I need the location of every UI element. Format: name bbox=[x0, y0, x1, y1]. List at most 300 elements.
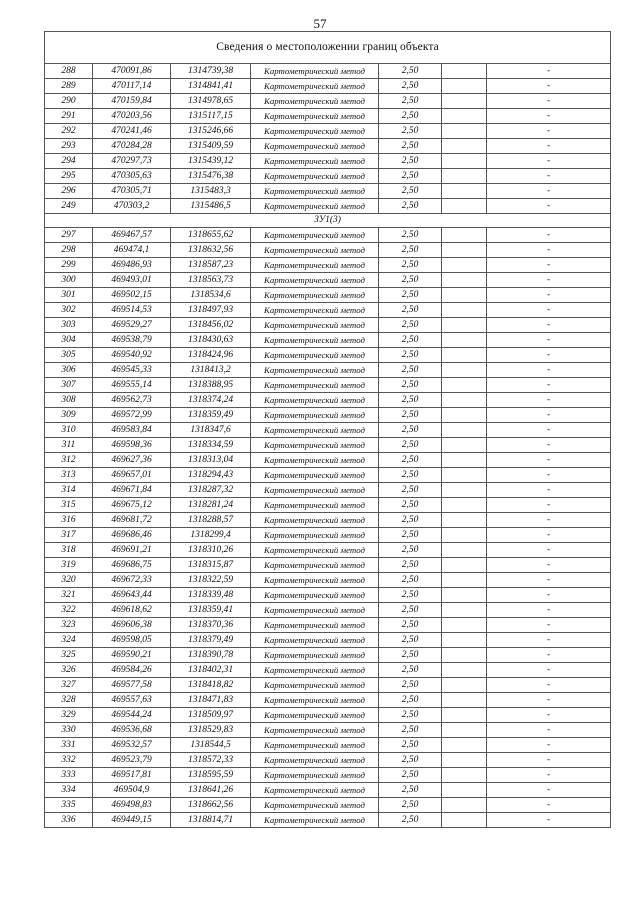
description-cell: - bbox=[487, 378, 611, 393]
table-row bbox=[45, 633, 611, 648]
table-row bbox=[45, 124, 611, 139]
description-cell: - bbox=[487, 558, 611, 573]
table-row bbox=[45, 513, 611, 528]
accuracy-cell: 2,50 bbox=[379, 64, 442, 79]
description-cell: - bbox=[487, 423, 611, 438]
table-row bbox=[45, 184, 611, 199]
y-coordinate-cell: 1318534,6 bbox=[171, 288, 251, 303]
extra-cell bbox=[442, 423, 487, 438]
accuracy-cell: 2,50 bbox=[379, 124, 442, 139]
y-coordinate-cell: 1318544,5 bbox=[171, 738, 251, 753]
y-coordinate-cell: 1318359,41 bbox=[171, 603, 251, 618]
point-number-cell: 307 bbox=[45, 378, 93, 393]
method-cell: Картометрический метод bbox=[251, 79, 379, 94]
x-coordinate-cell: 469449,15 bbox=[93, 813, 171, 828]
method-cell: Картометрический метод bbox=[251, 184, 379, 199]
accuracy-cell: 2,50 bbox=[379, 94, 442, 109]
point-number-cell: 333 bbox=[45, 768, 93, 783]
table-row bbox=[45, 768, 611, 783]
accuracy-cell: 2,50 bbox=[379, 303, 442, 318]
point-number-cell: 320 bbox=[45, 573, 93, 588]
description-cell: - bbox=[487, 169, 611, 184]
table-row bbox=[45, 169, 611, 184]
method-cell: Картометрический метод bbox=[251, 648, 379, 663]
description-cell: - bbox=[487, 543, 611, 558]
description-cell: - bbox=[487, 199, 611, 214]
accuracy-cell: 2,50 bbox=[379, 79, 442, 94]
point-number-cell: 336 bbox=[45, 813, 93, 828]
x-coordinate-cell: 469584,26 bbox=[93, 663, 171, 678]
y-coordinate-cell: 1315476,38 bbox=[171, 169, 251, 184]
y-coordinate-cell: 1318509,97 bbox=[171, 708, 251, 723]
description-cell: - bbox=[487, 79, 611, 94]
table-row bbox=[45, 738, 611, 753]
x-coordinate-cell: 469572,99 bbox=[93, 408, 171, 423]
accuracy-cell: 2,50 bbox=[379, 154, 442, 169]
x-coordinate-cell: 469598,05 bbox=[93, 633, 171, 648]
y-coordinate-cell: 1318294,43 bbox=[171, 468, 251, 483]
table-row bbox=[45, 468, 611, 483]
table-row bbox=[45, 288, 611, 303]
table-title-row bbox=[45, 32, 611, 64]
table-row bbox=[45, 573, 611, 588]
accuracy-cell: 2,50 bbox=[379, 813, 442, 828]
extra-cell bbox=[442, 738, 487, 753]
y-coordinate-cell: 1318359,49 bbox=[171, 408, 251, 423]
accuracy-cell: 2,50 bbox=[379, 423, 442, 438]
boundary-table bbox=[44, 31, 611, 828]
method-cell: Картометрический метод bbox=[251, 708, 379, 723]
accuracy-cell: 2,50 bbox=[379, 663, 442, 678]
y-coordinate-cell: 1318370,36 bbox=[171, 618, 251, 633]
y-coordinate-cell: 1318334,59 bbox=[171, 438, 251, 453]
accuracy-cell: 2,50 bbox=[379, 768, 442, 783]
x-coordinate-cell: 470297,73 bbox=[93, 154, 171, 169]
point-number-cell: 321 bbox=[45, 588, 93, 603]
point-number-cell: 304 bbox=[45, 333, 93, 348]
method-cell: Картометрический метод bbox=[251, 94, 379, 109]
method-cell: Картометрический метод bbox=[251, 633, 379, 648]
extra-cell bbox=[442, 543, 487, 558]
table-row bbox=[45, 693, 611, 708]
description-cell: - bbox=[487, 393, 611, 408]
table-row bbox=[45, 423, 611, 438]
description-cell: - bbox=[487, 693, 611, 708]
point-number-cell: 328 bbox=[45, 693, 93, 708]
accuracy-cell: 2,50 bbox=[379, 333, 442, 348]
x-coordinate-cell: 470091,86 bbox=[93, 64, 171, 79]
description-cell: - bbox=[487, 798, 611, 813]
extra-cell bbox=[442, 693, 487, 708]
table-row bbox=[45, 708, 611, 723]
x-coordinate-cell: 469536,68 bbox=[93, 723, 171, 738]
x-coordinate-cell: 469545,33 bbox=[93, 363, 171, 378]
accuracy-cell: 2,50 bbox=[379, 318, 442, 333]
description-cell: - bbox=[487, 318, 611, 333]
point-number-cell: 309 bbox=[45, 408, 93, 423]
y-coordinate-cell: 1315409,59 bbox=[171, 139, 251, 154]
description-cell: - bbox=[487, 708, 611, 723]
table-row bbox=[45, 678, 611, 693]
description-cell: - bbox=[487, 663, 611, 678]
description-cell: - bbox=[487, 94, 611, 109]
table-row bbox=[45, 603, 611, 618]
extra-cell bbox=[442, 154, 487, 169]
extra-cell bbox=[442, 528, 487, 543]
extra-cell bbox=[442, 124, 487, 139]
extra-cell bbox=[442, 393, 487, 408]
y-coordinate-cell: 1318595,59 bbox=[171, 768, 251, 783]
description-cell: - bbox=[487, 633, 611, 648]
table-row bbox=[45, 64, 611, 79]
y-coordinate-cell: 1318418,82 bbox=[171, 678, 251, 693]
y-coordinate-cell: 1318322,59 bbox=[171, 573, 251, 588]
method-cell: Картометрический метод bbox=[251, 753, 379, 768]
point-number-cell: 249 bbox=[45, 199, 93, 214]
table-row bbox=[45, 273, 611, 288]
method-cell: Картометрический метод bbox=[251, 408, 379, 423]
method-cell: Картометрический метод bbox=[251, 169, 379, 184]
accuracy-cell: 2,50 bbox=[379, 378, 442, 393]
extra-cell bbox=[442, 783, 487, 798]
table-row bbox=[45, 483, 611, 498]
description-cell: - bbox=[487, 303, 611, 318]
extra-cell bbox=[442, 199, 487, 214]
y-coordinate-cell: 1318424,96 bbox=[171, 348, 251, 363]
extra-cell bbox=[442, 79, 487, 94]
extra-cell bbox=[442, 258, 487, 273]
method-cell: Картометрический метод bbox=[251, 273, 379, 288]
extra-cell bbox=[442, 483, 487, 498]
x-coordinate-cell: 469474,1 bbox=[93, 243, 171, 258]
description-cell: - bbox=[487, 438, 611, 453]
table-row bbox=[45, 139, 611, 154]
description-cell: - bbox=[487, 64, 611, 79]
table-row bbox=[45, 618, 611, 633]
accuracy-cell: 2,50 bbox=[379, 408, 442, 423]
y-coordinate-cell: 1318471,83 bbox=[171, 693, 251, 708]
extra-cell bbox=[442, 228, 487, 243]
method-cell: Картометрический метод bbox=[251, 468, 379, 483]
extra-cell bbox=[442, 513, 487, 528]
x-coordinate-cell: 469467,57 bbox=[93, 228, 171, 243]
table-row bbox=[45, 333, 611, 348]
x-coordinate-cell: 469657,01 bbox=[93, 468, 171, 483]
method-cell: Картометрический метод bbox=[251, 483, 379, 498]
description-cell: - bbox=[487, 258, 611, 273]
y-coordinate-cell: 1318310,26 bbox=[171, 543, 251, 558]
extra-cell bbox=[442, 348, 487, 363]
accuracy-cell: 2,50 bbox=[379, 783, 442, 798]
description-cell: - bbox=[487, 154, 611, 169]
extra-cell bbox=[442, 333, 487, 348]
point-number-cell: 311 bbox=[45, 438, 93, 453]
table-row bbox=[45, 783, 611, 798]
point-number-cell: 329 bbox=[45, 708, 93, 723]
table-row bbox=[45, 528, 611, 543]
method-cell: Картометрический метод bbox=[251, 199, 379, 214]
table-row bbox=[45, 243, 611, 258]
description-cell: - bbox=[487, 228, 611, 243]
x-coordinate-cell: 470284,28 bbox=[93, 139, 171, 154]
x-coordinate-cell: 469529,27 bbox=[93, 318, 171, 333]
x-coordinate-cell: 469517,81 bbox=[93, 768, 171, 783]
point-number-cell: 315 bbox=[45, 498, 93, 513]
extra-cell bbox=[442, 243, 487, 258]
description-cell: - bbox=[487, 603, 611, 618]
description-cell: - bbox=[487, 348, 611, 363]
point-number-cell: 290 bbox=[45, 94, 93, 109]
x-coordinate-cell: 469627,36 bbox=[93, 453, 171, 468]
method-cell: Картометрический метод bbox=[251, 573, 379, 588]
y-coordinate-cell: 1318632,56 bbox=[171, 243, 251, 258]
accuracy-cell: 2,50 bbox=[379, 708, 442, 723]
table-row bbox=[45, 663, 611, 678]
accuracy-cell: 2,50 bbox=[379, 468, 442, 483]
accuracy-cell: 2,50 bbox=[379, 753, 442, 768]
point-number-cell: 312 bbox=[45, 453, 93, 468]
y-coordinate-cell: 1314739,38 bbox=[171, 64, 251, 79]
point-number-cell: 314 bbox=[45, 483, 93, 498]
table-row bbox=[45, 79, 611, 94]
extra-cell bbox=[442, 648, 487, 663]
x-coordinate-cell: 469618,62 bbox=[93, 603, 171, 618]
description-cell: - bbox=[487, 738, 611, 753]
accuracy-cell: 2,50 bbox=[379, 798, 442, 813]
extra-cell bbox=[442, 708, 487, 723]
accuracy-cell: 2,50 bbox=[379, 723, 442, 738]
x-coordinate-cell: 469502,15 bbox=[93, 288, 171, 303]
point-number-cell: 326 bbox=[45, 663, 93, 678]
y-coordinate-cell: 1318587,23 bbox=[171, 258, 251, 273]
description-cell: - bbox=[487, 573, 611, 588]
accuracy-cell: 2,50 bbox=[379, 139, 442, 154]
method-cell: Картометрический метод bbox=[251, 258, 379, 273]
description-cell: - bbox=[487, 273, 611, 288]
extra-cell bbox=[442, 94, 487, 109]
table-title: Сведения о местоположении границ объекта bbox=[45, 32, 611, 64]
method-cell: Картометрический метод bbox=[251, 453, 379, 468]
x-coordinate-cell: 469606,38 bbox=[93, 618, 171, 633]
accuracy-cell: 2,50 bbox=[379, 453, 442, 468]
y-coordinate-cell: 1315246,66 bbox=[171, 124, 251, 139]
x-coordinate-cell: 469486,93 bbox=[93, 258, 171, 273]
extra-cell bbox=[442, 633, 487, 648]
method-cell: Картометрический метод bbox=[251, 139, 379, 154]
description-cell: - bbox=[487, 109, 611, 124]
point-number-cell: 299 bbox=[45, 258, 93, 273]
point-number-cell: 310 bbox=[45, 423, 93, 438]
description-cell: - bbox=[487, 618, 611, 633]
x-coordinate-cell: 469532,57 bbox=[93, 738, 171, 753]
point-number-cell: 327 bbox=[45, 678, 93, 693]
point-number-cell: 323 bbox=[45, 618, 93, 633]
method-cell: Картометрический метод bbox=[251, 513, 379, 528]
accuracy-cell: 2,50 bbox=[379, 199, 442, 214]
x-coordinate-cell: 469590,21 bbox=[93, 648, 171, 663]
accuracy-cell: 2,50 bbox=[379, 588, 442, 603]
description-cell: - bbox=[487, 783, 611, 798]
point-number-cell: 317 bbox=[45, 528, 93, 543]
table-row bbox=[45, 393, 611, 408]
section-row bbox=[45, 214, 611, 228]
accuracy-cell: 2,50 bbox=[379, 603, 442, 618]
x-coordinate-cell: 469686,75 bbox=[93, 558, 171, 573]
extra-cell bbox=[442, 288, 487, 303]
description-cell: - bbox=[487, 124, 611, 139]
point-number-cell: 301 bbox=[45, 288, 93, 303]
point-number-cell: 332 bbox=[45, 753, 93, 768]
x-coordinate-cell: 469498,83 bbox=[93, 798, 171, 813]
y-coordinate-cell: 1318374,24 bbox=[171, 393, 251, 408]
accuracy-cell: 2,50 bbox=[379, 169, 442, 184]
description-cell: - bbox=[487, 288, 611, 303]
accuracy-cell: 2,50 bbox=[379, 228, 442, 243]
table-row bbox=[45, 348, 611, 363]
extra-cell bbox=[442, 408, 487, 423]
extra-cell bbox=[442, 573, 487, 588]
method-cell: Картометрический метод bbox=[251, 603, 379, 618]
extra-cell bbox=[442, 618, 487, 633]
x-coordinate-cell: 469562,73 bbox=[93, 393, 171, 408]
point-number-cell: 335 bbox=[45, 798, 93, 813]
table-row bbox=[45, 588, 611, 603]
accuracy-cell: 2,50 bbox=[379, 363, 442, 378]
table-row bbox=[45, 648, 611, 663]
y-coordinate-cell: 1318572,33 bbox=[171, 753, 251, 768]
accuracy-cell: 2,50 bbox=[379, 738, 442, 753]
accuracy-cell: 2,50 bbox=[379, 678, 442, 693]
y-coordinate-cell: 1318497,93 bbox=[171, 303, 251, 318]
description-cell: - bbox=[487, 813, 611, 828]
description-cell: - bbox=[487, 723, 611, 738]
table-row bbox=[45, 378, 611, 393]
method-cell: Картометрический метод bbox=[251, 663, 379, 678]
x-coordinate-cell: 469691,21 bbox=[93, 543, 171, 558]
accuracy-cell: 2,50 bbox=[379, 243, 442, 258]
table-row bbox=[45, 723, 611, 738]
method-cell: Картометрический метод bbox=[251, 693, 379, 708]
description-cell: - bbox=[487, 333, 611, 348]
extra-cell bbox=[442, 768, 487, 783]
table-row bbox=[45, 318, 611, 333]
point-number-cell: 325 bbox=[45, 648, 93, 663]
method-cell: Картометрический метод bbox=[251, 618, 379, 633]
point-number-cell: 302 bbox=[45, 303, 93, 318]
description-cell: - bbox=[487, 184, 611, 199]
point-number-cell: 300 bbox=[45, 273, 93, 288]
extra-cell bbox=[442, 813, 487, 828]
y-coordinate-cell: 1318413,2 bbox=[171, 363, 251, 378]
method-cell: Картометрический метод bbox=[251, 303, 379, 318]
y-coordinate-cell: 1314841,41 bbox=[171, 79, 251, 94]
accuracy-cell: 2,50 bbox=[379, 513, 442, 528]
x-coordinate-cell: 469555,14 bbox=[93, 378, 171, 393]
point-number-cell: 322 bbox=[45, 603, 93, 618]
extra-cell bbox=[442, 109, 487, 124]
x-coordinate-cell: 469681,72 bbox=[93, 513, 171, 528]
description-cell: - bbox=[487, 453, 611, 468]
point-number-cell: 288 bbox=[45, 64, 93, 79]
description-cell: - bbox=[487, 243, 611, 258]
accuracy-cell: 2,50 bbox=[379, 348, 442, 363]
point-number-cell: 303 bbox=[45, 318, 93, 333]
method-cell: Картометрический метод bbox=[251, 558, 379, 573]
accuracy-cell: 2,50 bbox=[379, 618, 442, 633]
y-coordinate-cell: 1318655,62 bbox=[171, 228, 251, 243]
table-row bbox=[45, 558, 611, 573]
extra-cell bbox=[442, 663, 487, 678]
extra-cell bbox=[442, 453, 487, 468]
y-coordinate-cell: 1318814,71 bbox=[171, 813, 251, 828]
x-coordinate-cell: 469493,01 bbox=[93, 273, 171, 288]
y-coordinate-cell: 1318662,56 bbox=[171, 798, 251, 813]
section-label: ЗУ1(3) bbox=[45, 214, 611, 228]
y-coordinate-cell: 1315439,12 bbox=[171, 154, 251, 169]
table-row bbox=[45, 363, 611, 378]
description-cell: - bbox=[487, 498, 611, 513]
point-number-cell: 319 bbox=[45, 558, 93, 573]
method-cell: Картометрический метод bbox=[251, 154, 379, 169]
extra-cell bbox=[442, 438, 487, 453]
x-coordinate-cell: 469583,84 bbox=[93, 423, 171, 438]
point-number-cell: 296 bbox=[45, 184, 93, 199]
method-cell: Картометрический метод bbox=[251, 288, 379, 303]
table-row bbox=[45, 228, 611, 243]
x-coordinate-cell: 469675,12 bbox=[93, 498, 171, 513]
x-coordinate-cell: 469686,46 bbox=[93, 528, 171, 543]
extra-cell bbox=[442, 678, 487, 693]
y-coordinate-cell: 1318641,26 bbox=[171, 783, 251, 798]
table-row bbox=[45, 543, 611, 558]
table-row bbox=[45, 798, 611, 813]
table-row bbox=[45, 94, 611, 109]
point-number-cell: 294 bbox=[45, 154, 93, 169]
extra-cell bbox=[442, 169, 487, 184]
point-number-cell: 316 bbox=[45, 513, 93, 528]
method-cell: Картометрический метод bbox=[251, 228, 379, 243]
description-cell: - bbox=[487, 753, 611, 768]
x-coordinate-cell: 469540,92 bbox=[93, 348, 171, 363]
accuracy-cell: 2,50 bbox=[379, 483, 442, 498]
extra-cell bbox=[442, 378, 487, 393]
extra-cell bbox=[442, 588, 487, 603]
point-number-cell: 291 bbox=[45, 109, 93, 124]
y-coordinate-cell: 1318339,48 bbox=[171, 588, 251, 603]
method-cell: Картометрический метод bbox=[251, 678, 379, 693]
accuracy-cell: 2,50 bbox=[379, 528, 442, 543]
table-row bbox=[45, 154, 611, 169]
accuracy-cell: 2,50 bbox=[379, 393, 442, 408]
accuracy-cell: 2,50 bbox=[379, 109, 442, 124]
method-cell: Картометрический метод bbox=[251, 348, 379, 363]
x-coordinate-cell: 469577,58 bbox=[93, 678, 171, 693]
method-cell: Картометрический метод bbox=[251, 318, 379, 333]
accuracy-cell: 2,50 bbox=[379, 273, 442, 288]
method-cell: Картометрический метод bbox=[251, 423, 379, 438]
point-number-cell: 324 bbox=[45, 633, 93, 648]
y-coordinate-cell: 1314978,65 bbox=[171, 94, 251, 109]
accuracy-cell: 2,50 bbox=[379, 543, 442, 558]
x-coordinate-cell: 469672,33 bbox=[93, 573, 171, 588]
y-coordinate-cell: 1315486,5 bbox=[171, 199, 251, 214]
y-coordinate-cell: 1318563,73 bbox=[171, 273, 251, 288]
description-cell: - bbox=[487, 408, 611, 423]
accuracy-cell: 2,50 bbox=[379, 693, 442, 708]
extra-cell bbox=[442, 558, 487, 573]
table-row bbox=[45, 453, 611, 468]
x-coordinate-cell: 470305,63 bbox=[93, 169, 171, 184]
